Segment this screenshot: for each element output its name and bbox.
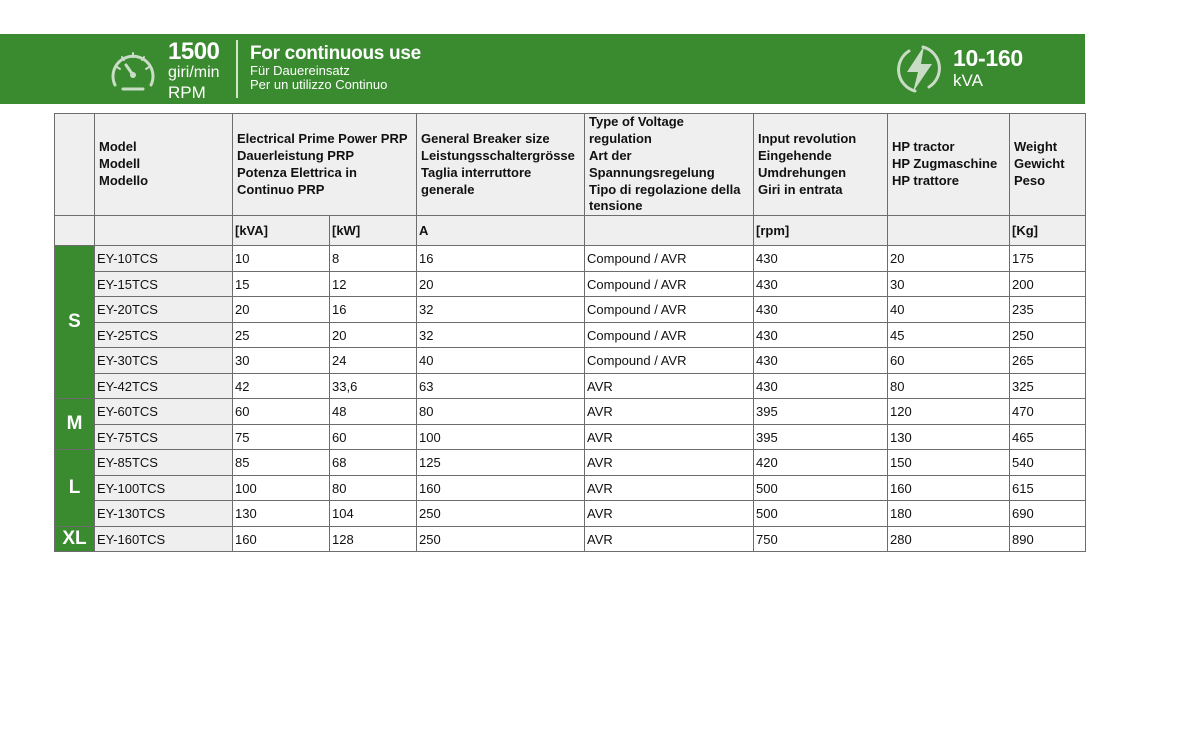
- table-cell: 104: [330, 501, 417, 527]
- model-cell: EY-85TCS: [95, 450, 233, 476]
- table-cell: 68: [330, 450, 417, 476]
- table-cell: 125: [417, 450, 585, 476]
- table-cell: 12: [330, 271, 417, 297]
- usage-block: [250, 44, 421, 91]
- table-row: [55, 373, 1086, 399]
- table-cell: 160: [233, 526, 330, 552]
- header-line: Weight: [1014, 139, 1058, 155]
- table-cell: 100: [233, 475, 330, 501]
- column-header: [754, 114, 888, 216]
- header-line: Dauerleistung PRP: [237, 147, 355, 163]
- table-cell: 48: [330, 399, 417, 425]
- unit-cell: [585, 216, 754, 246]
- table-cell: 470: [1010, 399, 1086, 425]
- table-cell: 16: [417, 246, 585, 272]
- units-row: [55, 216, 1086, 246]
- size-units-cell: [55, 216, 95, 246]
- header-line: Leistungsschaltergrösse: [421, 147, 575, 163]
- model-cell: EY-100TCS: [95, 475, 233, 501]
- table-cell: AVR: [585, 373, 754, 399]
- usage-german: Für Dauereinsatz: [250, 62, 350, 78]
- table-cell: Compound / AVR: [585, 322, 754, 348]
- table-cell: 40: [417, 348, 585, 374]
- table-cell: 130: [233, 501, 330, 527]
- table-cell: 200: [1010, 271, 1086, 297]
- table-cell: 45: [888, 322, 1010, 348]
- table-cell: AVR: [585, 501, 754, 527]
- table-row: [55, 450, 1086, 476]
- table-cell: 128: [330, 526, 417, 552]
- table-cell: AVR: [585, 475, 754, 501]
- table-cell: 30: [233, 348, 330, 374]
- table-cell: 430: [754, 246, 888, 272]
- kva-unit: kVA: [953, 71, 983, 90]
- table-cell: 250: [417, 526, 585, 552]
- unit-cell: [888, 216, 1010, 246]
- unit-cell: [kVA]: [233, 216, 330, 246]
- table-cell: 10: [233, 246, 330, 272]
- rpm-unit-rpm: RPM: [168, 83, 206, 102]
- header-line: Umdrehungen: [758, 164, 847, 180]
- table-cell: Compound / AVR: [585, 271, 754, 297]
- table-cell: 690: [1010, 501, 1086, 527]
- table-cell: 75: [233, 424, 330, 450]
- table-cell: 16: [330, 297, 417, 323]
- table-cell: 80: [888, 373, 1010, 399]
- header-line: Input revolution: [758, 130, 857, 146]
- table-cell: 615: [1010, 475, 1086, 501]
- table-cell: 32: [417, 322, 585, 348]
- header-line: Eingehende: [758, 147, 832, 163]
- table-cell: 8: [330, 246, 417, 272]
- unit-cell-model: [95, 216, 233, 246]
- size-group-label: M: [55, 399, 95, 450]
- table-cell: 130: [888, 424, 1010, 450]
- header-line: General Breaker size: [421, 130, 550, 146]
- model-cell: EY-60TCS: [95, 399, 233, 425]
- usage-italian: Per un utilizzo Continuo: [250, 76, 388, 92]
- lightning-bolt-icon: [895, 42, 943, 96]
- column-header: [1010, 114, 1086, 216]
- table-cell: 430: [754, 373, 888, 399]
- size-header-cell: [55, 114, 95, 216]
- model-cell: EY-160TCS: [95, 526, 233, 552]
- banner-divider: [236, 40, 238, 98]
- usage-title: For continuous use: [250, 43, 421, 64]
- table-row: [55, 475, 1086, 501]
- table-cell: 150: [888, 450, 1010, 476]
- model-cell: EY-15TCS: [95, 271, 233, 297]
- table-cell: 120: [888, 399, 1010, 425]
- table-cell: Compound / AVR: [585, 348, 754, 374]
- table-row: [55, 271, 1086, 297]
- column-header: [95, 114, 233, 216]
- header-line: HP trattore: [892, 173, 959, 189]
- header-line: Giri in entrata: [758, 181, 843, 197]
- header-line: tensione: [589, 198, 643, 214]
- table-cell: 60: [233, 399, 330, 425]
- table-cell: 63: [417, 373, 585, 399]
- table-cell: 32: [417, 297, 585, 323]
- model-cell: EY-10TCS: [95, 246, 233, 272]
- table-cell: Compound / AVR: [585, 246, 754, 272]
- model-cell: EY-130TCS: [95, 501, 233, 527]
- table-cell: 325: [1010, 373, 1086, 399]
- table-cell: 430: [754, 322, 888, 348]
- table-cell: 85: [233, 450, 330, 476]
- kva-range: 10-160: [953, 45, 1023, 71]
- header-banner: [0, 34, 1085, 104]
- table-row: [55, 526, 1086, 552]
- table-cell: 395: [754, 424, 888, 450]
- speedometer-icon: [107, 45, 159, 95]
- table-cell: 430: [754, 297, 888, 323]
- table-cell: 80: [330, 475, 417, 501]
- header-line: Modello: [99, 173, 149, 189]
- table-cell: 160: [417, 475, 585, 501]
- table-cell: 80: [417, 399, 585, 425]
- header-line: Type of Voltage regulation: [589, 114, 684, 146]
- specifications-table: [54, 113, 1086, 552]
- table-row: [55, 322, 1086, 348]
- header-line: Tipo di regolazione della: [589, 181, 741, 197]
- header-line: generale: [421, 181, 475, 197]
- table-cell: AVR: [585, 424, 754, 450]
- table-cell: 890: [1010, 526, 1086, 552]
- table-cell: 750: [754, 526, 888, 552]
- table-row: [55, 297, 1086, 323]
- table-row: [55, 424, 1086, 450]
- header-line: Potenza Elettrica in: [237, 164, 357, 180]
- header-line: Electrical Prime Power PRP: [237, 130, 408, 146]
- column-header: [417, 114, 585, 216]
- model-cell: EY-75TCS: [95, 424, 233, 450]
- header-line: Art der: [589, 147, 632, 163]
- table-cell: AVR: [585, 399, 754, 425]
- model-cell: EY-25TCS: [95, 322, 233, 348]
- table-cell: 280: [888, 526, 1010, 552]
- unit-cell: [kW]: [330, 216, 417, 246]
- header-line: HP tractor: [892, 139, 955, 155]
- table-cell: 20: [233, 297, 330, 323]
- table-cell: 25: [233, 322, 330, 348]
- table-cell: 160: [888, 475, 1010, 501]
- table-cell: 30: [888, 271, 1010, 297]
- table-row: [55, 246, 1086, 272]
- table-row: [55, 501, 1086, 527]
- header-line: Taglia interruttore: [421, 164, 532, 180]
- table-cell: 235: [1010, 297, 1086, 323]
- table-cell: 500: [754, 475, 888, 501]
- header-line: HP Zugmaschine: [892, 156, 998, 172]
- rpm-block: [168, 40, 220, 101]
- table-cell: 60: [888, 348, 1010, 374]
- unit-cell: [rpm]: [754, 216, 888, 246]
- table-cell: 500: [754, 501, 888, 527]
- table-cell: 15: [233, 271, 330, 297]
- header-line: Spannungsregelung: [589, 164, 715, 180]
- column-header: [888, 114, 1010, 216]
- table-cell: 540: [1010, 450, 1086, 476]
- header-line: Modell: [99, 156, 141, 172]
- table-cell: 40: [888, 297, 1010, 323]
- rpm-value: 1500: [168, 38, 220, 65]
- table-cell: 250: [1010, 322, 1086, 348]
- size-group-label: L: [55, 450, 95, 527]
- unit-cell: A: [417, 216, 585, 246]
- table-cell: Compound / AVR: [585, 297, 754, 323]
- kva-block: [953, 47, 1023, 89]
- rpm-unit-giri: giri/min: [168, 64, 220, 81]
- table-cell: 100: [417, 424, 585, 450]
- table-cell: 33,6: [330, 373, 417, 399]
- size-group-label: XL: [55, 526, 95, 552]
- table-body: [55, 114, 1086, 552]
- column-header: [233, 114, 417, 216]
- header-line: Model: [99, 139, 137, 155]
- header-line: Gewicht: [1014, 156, 1065, 172]
- table-cell: 60: [330, 424, 417, 450]
- table-cell: 465: [1010, 424, 1086, 450]
- table-cell: 20: [330, 322, 417, 348]
- table-cell: 175: [1010, 246, 1086, 272]
- model-cell: EY-30TCS: [95, 348, 233, 374]
- model-cell: EY-20TCS: [95, 297, 233, 323]
- table-cell: 250: [417, 501, 585, 527]
- table-cell: 180: [888, 501, 1010, 527]
- table-cell: 265: [1010, 348, 1086, 374]
- size-group-label: S: [55, 246, 95, 399]
- table-row: [55, 348, 1086, 374]
- table-cell: AVR: [585, 526, 754, 552]
- unit-cell: [Kg]: [1010, 216, 1086, 246]
- table-cell: 430: [754, 348, 888, 374]
- table-cell: 20: [417, 271, 585, 297]
- header-row: [55, 114, 1086, 216]
- model-cell: EY-42TCS: [95, 373, 233, 399]
- header-line: Continuo PRP: [237, 181, 325, 197]
- header-line: Peso: [1014, 173, 1046, 189]
- table-cell: AVR: [585, 450, 754, 476]
- table-cell: 20: [888, 246, 1010, 272]
- table-cell: 42: [233, 373, 330, 399]
- table-cell: 430: [754, 271, 888, 297]
- table-cell: 24: [330, 348, 417, 374]
- table-cell: 420: [754, 450, 888, 476]
- column-header: [585, 114, 754, 216]
- table-cell: 395: [754, 399, 888, 425]
- table-row: [55, 399, 1086, 425]
